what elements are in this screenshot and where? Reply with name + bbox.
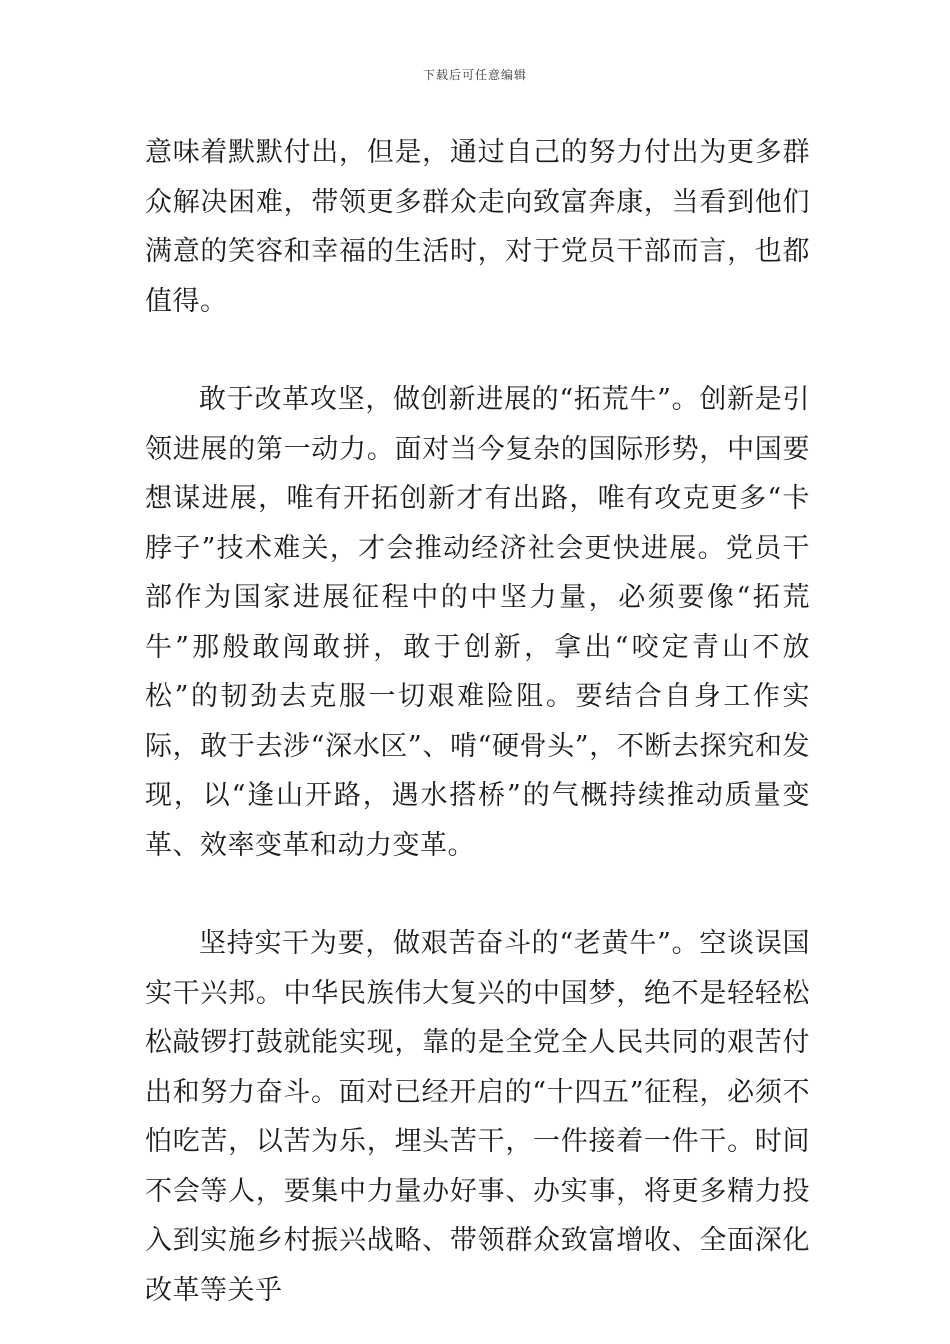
document-body xyxy=(145,128,810,1315)
paragraph-continuation: 意味着默默付出，但是，通过自己的努力付出为更多群众解决困难，带领更多群众走向致富奔康，当看到他们满意的笑容和幸福的生活时，对于党员干部而言，也都值得。 xyxy=(145,137,810,317)
paragraph-hard-work: 坚持实干为要，做艰苦奋斗的“老黄牛”。空谈误国实干兴邦。中华民族伟大复兴的中国梦，绝不是轻轻松松敲锣打鼓就能实现，靠的是全党全人民共同的艰苦付出和努力奋斗。面对已经开启的“十四五”征程，必须不怕吃苦，以苦为乐，埋头苦干，一件接着一件干。时间不会等人，要集中力量办好事、办实事，将更多精力投入到实施乡村振兴战略、带领群众致富增收、全面深化改革等关乎 xyxy=(145,928,810,1306)
paragraph-reform: 敢于改革攻坚，做创新进展的“拓荒牛”。创新是引领进展的第一动力。面对当今复杂的国际形势，中国要想谋进展，唯有开拓创新才有出路，唯有攻克更多“卡脖子”技术难关，才会推动经济社会更快进展。党员干部作为国家进展征程中的中坚力量，必须要像“拓荒牛”那般敢闯敢拼，敢于创新，拿出“咬定青山不放松”的韧劲去克服一切艰难险阻。要结合自身工作实际，敢于去涉“深水区”、啃“硬骨头”，不断去探究和发现，以“逢山开路，遇水搭桥”的气概持续推动质量变革、效率变革和动力变革。 xyxy=(145,384,810,861)
header-note: 下载后可任意编辑 xyxy=(422,68,527,82)
